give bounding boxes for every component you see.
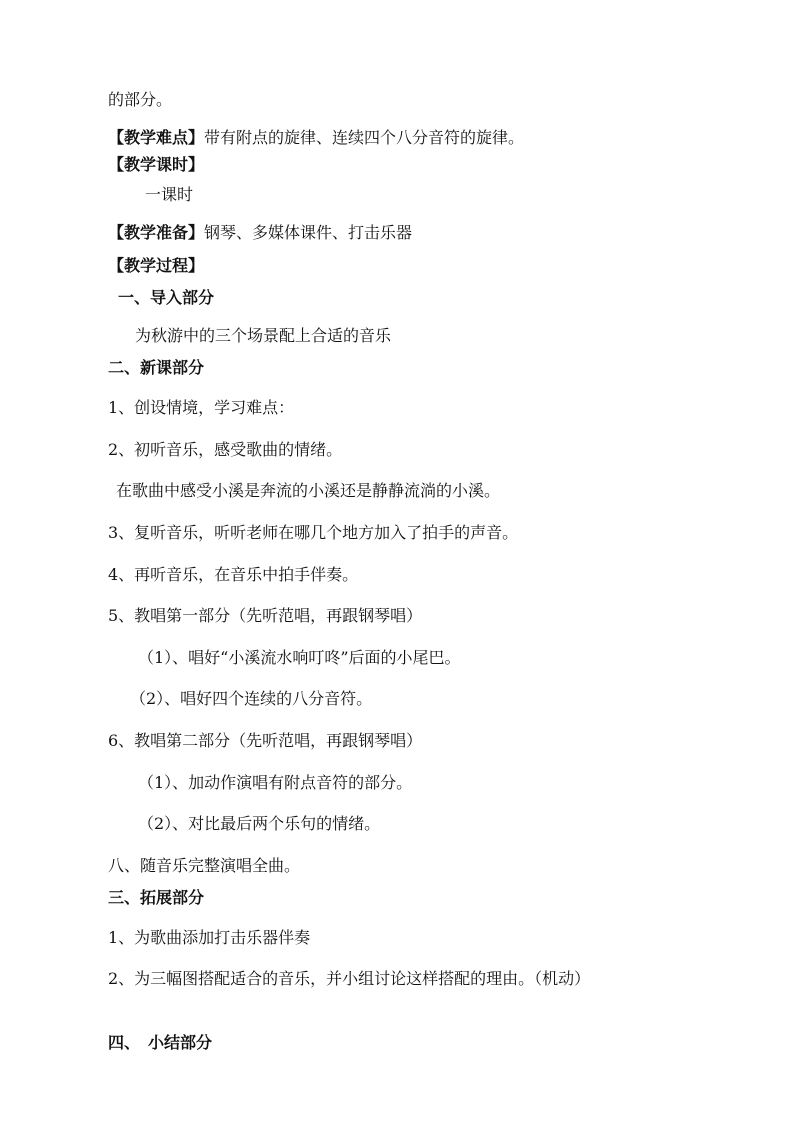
preparation-text: 钢琴、多媒体课件、打击乐器	[204, 223, 413, 242]
difficulty-line	[108, 128, 524, 148]
list-item: 2、初听音乐，感受歌曲的情绪。	[108, 440, 343, 459]
section2-title: 二、新课部分	[108, 358, 205, 377]
list-item: 1、为歌曲添加打击乐器伴奏	[108, 928, 311, 947]
difficulty-text: 带有附点的旋律、连续四个八分音符的旋律。	[204, 128, 525, 147]
list-item: 八、随音乐完整演唱全曲。	[108, 856, 301, 875]
list-item: 在歌曲中感受小溪是奔流的小溪还是静静流淌的小溪。	[116, 481, 501, 500]
section1-title: 一、导入部分	[118, 288, 215, 307]
list-item: （1）、唱好“小溪流水响叮咚”后面的小尾巴。	[138, 648, 461, 667]
list-item: （2）、唱好四个连续的八分音符。	[130, 689, 373, 708]
list-item: 1、创设情境，学习难点：	[108, 398, 295, 417]
list-item: 3、复听音乐，听听老师在哪几个地方加入了拍手的声音。	[108, 523, 519, 542]
preparation-line	[108, 223, 412, 243]
continuation-text: 的部分。	[108, 90, 173, 109]
class-hours-text: 一课时	[145, 185, 194, 204]
section3-title: 三、拓展部分	[108, 888, 205, 907]
class-hours-label: 【教学课时】	[108, 155, 205, 174]
process-label: 【教学过程】	[108, 256, 205, 275]
difficulty-label: 【教学难点】	[108, 128, 205, 147]
list-item: （2）、对比最后两个乐句的情绪。	[138, 814, 381, 833]
section4-title: 四、 小结部分	[108, 1033, 213, 1052]
list-item: 5、教唱第一部分（先听范唱，再跟钢琴唱）	[108, 606, 423, 625]
section1-text: 为秋游中的三个场景配上合适的音乐	[135, 326, 392, 345]
list-item: （1）、加动作演唱有附点音符的部分。	[138, 773, 413, 792]
list-item: 4、再听音乐，在音乐中拍手伴奏。	[108, 565, 359, 584]
list-item: 2、为三幅图搭配适合的音乐，并小组讨论这样搭配的理由。（机动）	[108, 969, 591, 988]
preparation-label: 【教学准备】	[108, 223, 205, 242]
list-item: 6、教唱第二部分（先听范唱，再跟钢琴唱）	[108, 731, 423, 750]
